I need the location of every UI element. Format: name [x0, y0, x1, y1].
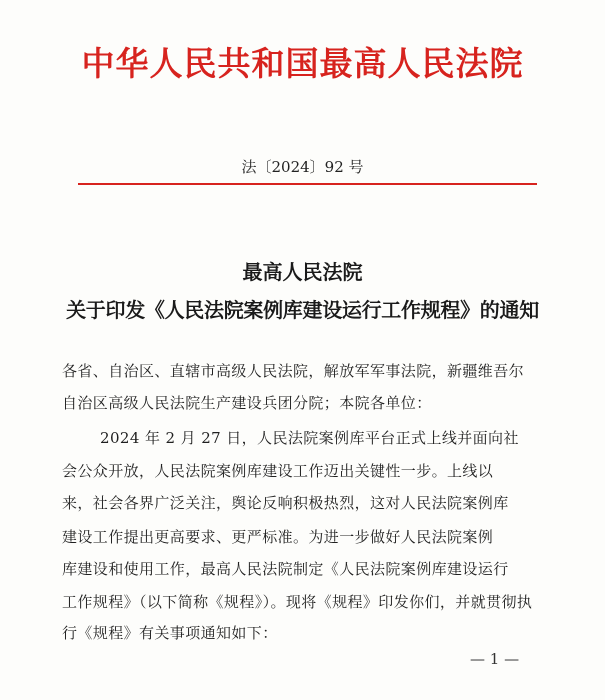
body-text-line: 工作规程》（以下简称《规程》）。现将《规程》印发你们，并就贯彻执 — [62, 593, 533, 611]
body-text-line: 会公众开放，人民法院案例库建设工作迈出关键性一步。上线以 — [62, 462, 494, 480]
body-text-line: 来，社会各界广泛关注，舆论反响积极热烈，这对人民法院案例库 — [62, 494, 509, 512]
body-text-line: 自治区高级人民法院生产建设兵团分院；本院各单位： — [62, 394, 432, 412]
page-number: — 1 — — [470, 650, 520, 668]
document-title-line-1: 最高人民法院 — [242, 260, 363, 284]
document-number: 法〔2024〕92 号 — [241, 158, 364, 176]
body-text-line: 库建设和使用工作，最高人民法院制定《人民法院案例库建设运行 — [62, 560, 509, 578]
document-title-line-2: 关于印发《人民法院案例库建设运行工作规程》的通知 — [66, 298, 539, 322]
body-text-line: 建设工作提出更高要求、更严标准。为进一步做好人民法院案例 — [62, 528, 494, 546]
issuer-red-header: 中华人民共和国最高人民法院 — [81, 44, 524, 83]
body-text-line: 各省、自治区、直辖市高级人民法院，解放军军事法院，新疆维吾尔 — [62, 362, 525, 380]
body-text-line: 2024 年 2 月 27 日，人民法院案例库平台正式上线并面向社 — [100, 429, 519, 447]
red-divider-line — [78, 183, 537, 185]
body-text-line: 行《规程》有关事项通知如下： — [62, 624, 278, 642]
